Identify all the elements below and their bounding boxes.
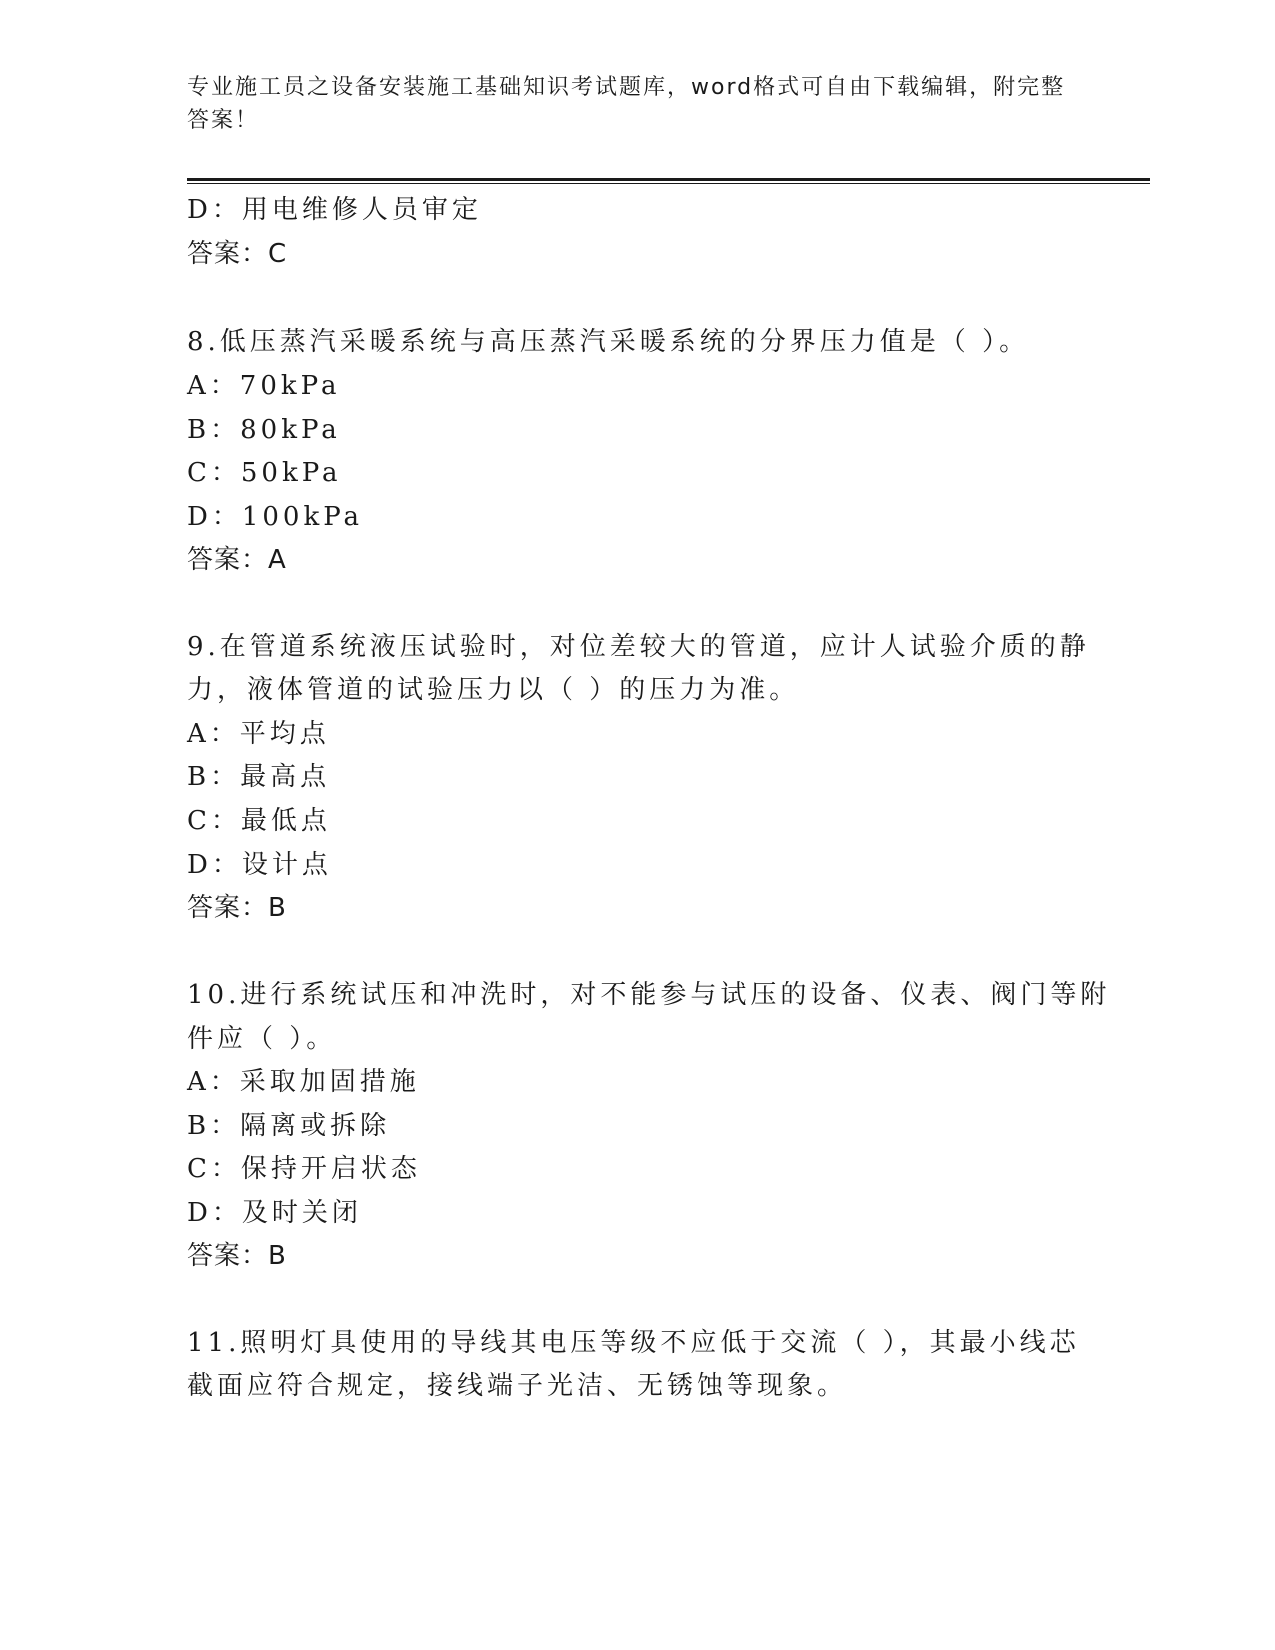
question-9-stem-line-2: 力，液体管道的试验压力以（ ）的压力为准。 [187, 675, 800, 705]
question-8-option-b: B：80kPa [187, 415, 341, 445]
question-10-option-d: D：及时关闭 [187, 1198, 362, 1228]
question-10-option-c: C：保持开启状态 [187, 1154, 421, 1184]
question-9-option-a: A：平均点 [187, 719, 330, 749]
question-9-option-b: B：最高点 [187, 762, 331, 792]
question-9-answer: 答案：B [187, 893, 287, 923]
prev-question-answer: 答案：C [187, 239, 288, 269]
question-8-stem: 8.低压蒸汽采暖系统与高压蒸汽采暖系统的分界压力值是（ ）。 [187, 327, 1030, 357]
question-10-option-a: A：采取加固措施 [187, 1067, 420, 1097]
question-9-stem-line-1: 9.在管道系统液压试验时，对位差较大的管道，应计人试验介质的静 [187, 632, 1090, 662]
header-divider-thin [187, 183, 1150, 184]
question-11-stem-line-2: 截面应符合规定，接线端子光洁、无锈蚀等现象。 [187, 1371, 848, 1401]
question-11-stem-line-1: 11.照明灯具使用的导线其电压等级不应低于交流（ ），其最小线芯 [187, 1328, 1080, 1358]
question-9-option-c: C：最低点 [187, 806, 331, 836]
question-10-option-b: B：隔离或拆除 [187, 1111, 391, 1141]
question-10-stem-line-1: 10.进行系统试压和冲洗时，对不能参与试压的设备、仪表、阀门等附 [187, 980, 1111, 1010]
question-8-option-c: C：50kPa [187, 458, 342, 488]
question-10-answer: 答案：B [187, 1241, 287, 1271]
question-8-option-d: D：100kPa [187, 502, 364, 532]
prev-question-option-d: D：用电维修人员审定 [187, 195, 482, 225]
question-9-option-d: D：设计点 [187, 850, 332, 880]
document-header: 专业施工员之设备安装施工基础知识考试题库，word格式可自由下载编辑，附完整答案！ [187, 75, 1066, 133]
question-10-stem-line-2: 件应（ ）。 [187, 1024, 337, 1054]
question-8-option-a: A：70kPa [187, 371, 341, 401]
question-8-answer: 答案：A [187, 545, 287, 575]
header-divider-thick [187, 178, 1150, 181]
